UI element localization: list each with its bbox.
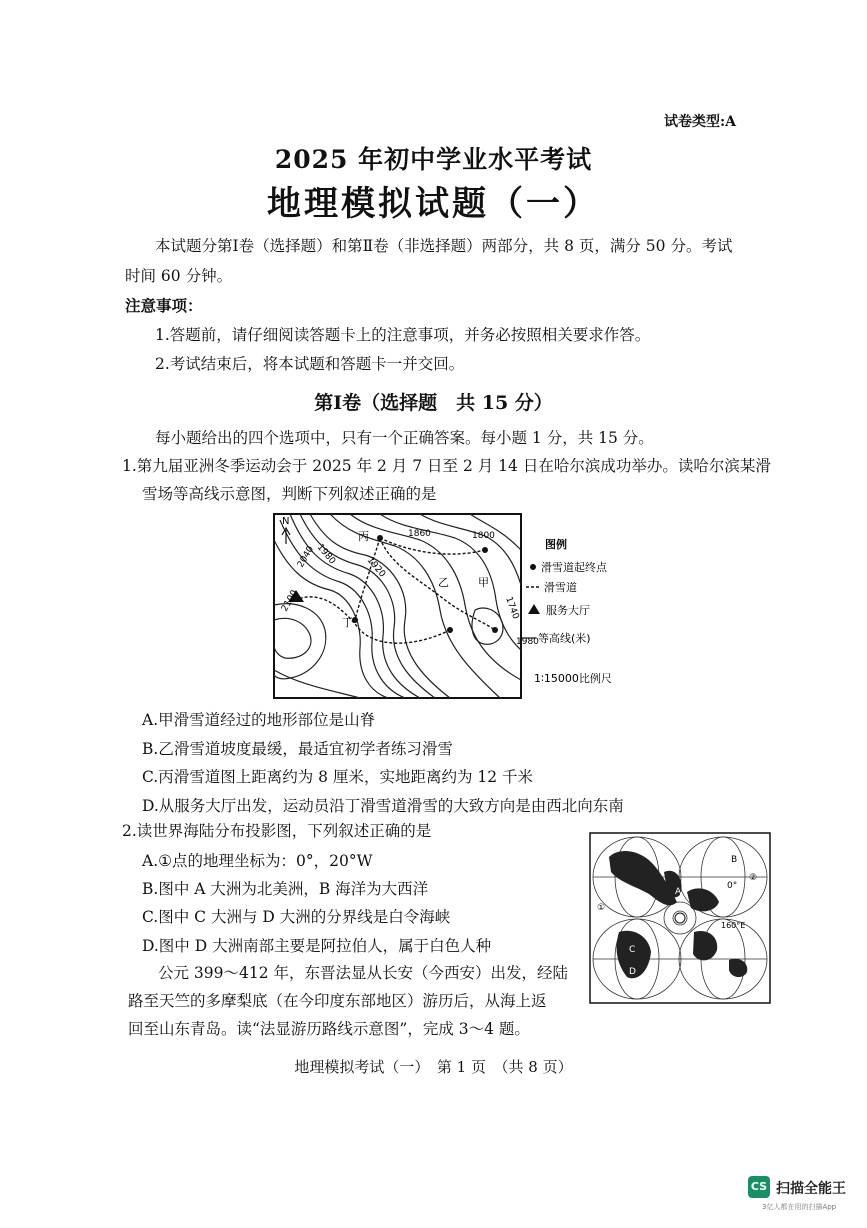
q1-option-a: A.甲滑雪道经过的地形部位是山脊 bbox=[142, 711, 376, 729]
q3-intro-line-2: 路至天竺的多摩梨底（在今印度东部地区）游历后，从海上返 bbox=[128, 992, 547, 1010]
north-label: N bbox=[282, 516, 290, 527]
section-title: 第Ⅰ卷（选择题 共 15 分） bbox=[314, 392, 553, 414]
map-label-c: C bbox=[629, 945, 636, 955]
q1-option-c: C.丙滑雪道图上距离约为 8 厘米，实地距离约为 12 千米 bbox=[142, 768, 534, 786]
q3-intro-line-3: 回至山东青岛。读“法显游历路线示意图”，完成 3～4 题。 bbox=[128, 1020, 530, 1038]
contour-label: 1980 bbox=[516, 637, 539, 647]
notes-item-1: 1.答题前，请仔细阅读答题卡上的注意事项，并务必按照相关要求作答。 bbox=[155, 326, 651, 344]
map-legend bbox=[522, 537, 612, 685]
contour-label: 2100 bbox=[279, 588, 301, 614]
q2-option-d: D.图中 D 大洲南部主要是阿拉伯人，属于白色人种 bbox=[142, 937, 492, 955]
q2-option-a: A.①点的地理坐标为：0°，20°W bbox=[142, 852, 373, 870]
contour-label: 1980 bbox=[314, 542, 338, 567]
legend-endpoint-label: 滑雪道起终点 bbox=[541, 561, 607, 574]
map-scale: 1∶15000比例尺 bbox=[534, 672, 612, 685]
camscanner-tagline: 3亿人都在用的扫描App bbox=[762, 1203, 837, 1211]
intro-line-1: 本试题分第Ⅰ卷（选择题）和第Ⅱ卷（非选择题）两部分，共 8 页，满分 50 分。考试 bbox=[155, 237, 733, 255]
intro-line-2: 时间 60 分钟。 bbox=[125, 267, 233, 285]
ski-resort-contour-map bbox=[270, 510, 630, 700]
q3-intro-line-1: 公元 399～412 年，东晋法显从长安（今西安）出发，经陆 bbox=[158, 964, 569, 982]
trail-label-bing: 丙 bbox=[358, 530, 369, 543]
legend-title: 图例 bbox=[545, 538, 567, 551]
map-label-lon-160e: 160°E bbox=[721, 921, 746, 930]
camscanner-logo-icon: CS bbox=[748, 1176, 770, 1198]
trail-label-ding: 丁 bbox=[342, 616, 353, 629]
map-label-a: A bbox=[675, 887, 682, 897]
contour-label: 1920 bbox=[364, 555, 388, 580]
legend-trail-label: 滑雪道 bbox=[544, 581, 577, 594]
trail-label-jia: 甲 bbox=[478, 576, 489, 589]
world-projection-map bbox=[589, 832, 771, 1004]
camscanner-name: 扫描全能王 bbox=[776, 1181, 846, 1197]
trail-label-yi: 乙 bbox=[438, 576, 449, 589]
contour-label: 1740 bbox=[503, 595, 521, 621]
map-label-point-1: ① bbox=[597, 903, 606, 913]
q2-stem: 2.读世界海陆分布投影图，下列叙述正确的是 bbox=[122, 822, 432, 840]
q2-option-b: B.图中 A 大洲为北美洲，B 海洋为大西洋 bbox=[142, 880, 429, 898]
q1-option-d: D.从服务大厅出发，运动员沿丁滑雪道滑雪的大致方向是由西北向东南 bbox=[142, 797, 624, 815]
contour-label: 1800 bbox=[472, 531, 495, 541]
legend-hall-symbol bbox=[528, 604, 540, 614]
notes-heading: 注意事项： bbox=[125, 296, 203, 315]
contour-label: 2040 bbox=[295, 544, 317, 570]
notes-item-2: 2.考试结束后，将本试题和答题卡一并交回。 bbox=[155, 355, 465, 373]
map-label-point-2: ② bbox=[749, 873, 758, 883]
q1-stem-line-2: 雪场等高线示意图，判断下列叙述正确的是 bbox=[142, 485, 437, 503]
map-label-b: B bbox=[731, 855, 738, 865]
map-frame bbox=[274, 514, 521, 698]
page-footer: 地理模拟考试（一） 第 1 页 （共 8 页） bbox=[294, 1058, 573, 1076]
legend-hall-label: 服务大厅 bbox=[546, 604, 590, 617]
exam-title: 2025 年初中学业水平考试 bbox=[274, 145, 593, 174]
legend-contour-label: 等高线(米) bbox=[538, 632, 591, 645]
section-instruction: 每小题给出的四个选项中，只有一个正确答案。每小题 1 分，共 15 分。 bbox=[155, 429, 654, 447]
q1-stem-line-1: 1.第九届亚洲冬季运动会于 2025 年 2 月 7 日至 2 月 14 日在哈尔滨成功举办。读哈尔滨某滑 bbox=[122, 457, 771, 475]
exam-subtitle: 地理模拟试题（一） bbox=[267, 184, 600, 224]
contour-label: 1860 bbox=[408, 529, 431, 539]
legend-endpoint-symbol bbox=[530, 564, 536, 570]
paper-type-label: 试卷类型:A bbox=[664, 114, 737, 130]
q1-option-b: B.乙滑雪道坡度最缓，最适宜初学者练习滑雪 bbox=[142, 740, 453, 758]
map-label-d: D bbox=[629, 967, 636, 977]
map-label-lon-0: 0° bbox=[727, 881, 738, 891]
q2-option-c: C.图中 C 大洲与 D 大洲的分界线是白令海峡 bbox=[142, 908, 451, 926]
